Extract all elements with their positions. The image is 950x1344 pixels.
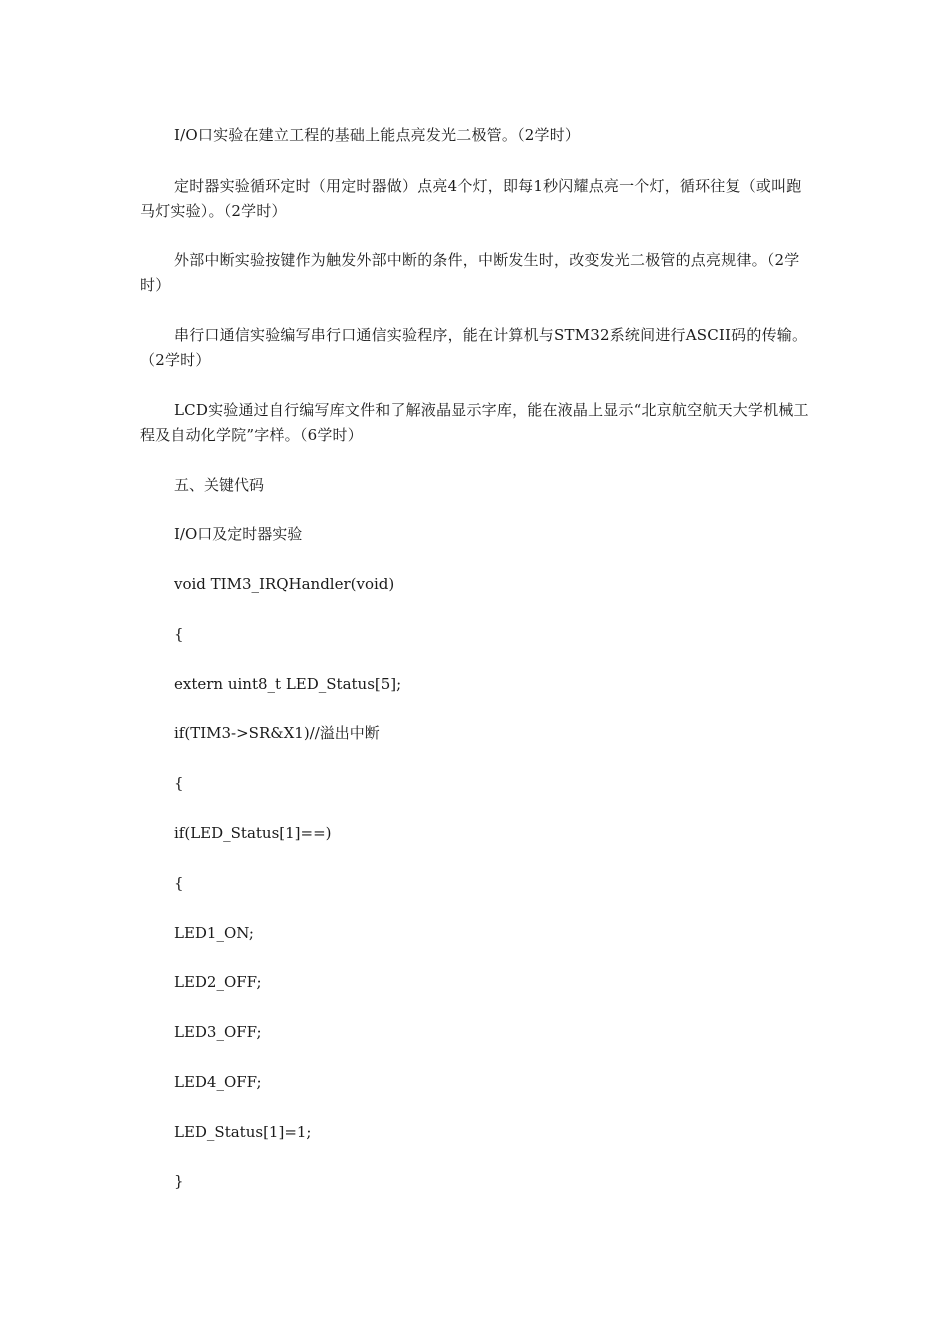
paragraph-interrupt-experiment: 外部中断实验按键作为触发外部中断的条件，中断发生时，改变发光二极管的点亮规律。（2学时） <box>140 251 800 294</box>
code-line: { <box>174 774 184 792</box>
paragraph-lcd-experiment: LCD实验通过自行编写库文件和了解液晶显示字库，能在液晶上显示“北京航空航天大学机械工程及自动化学院”字样。（6学时） <box>140 401 809 444</box>
paragraph-serial-experiment: 串行口通信实验编写串行口通信实验程序，能在计算机与STM32系统间进行ASCII码的传输。（2学时） <box>140 326 808 369</box>
code-line: LED3_OFF; <box>174 1023 262 1041</box>
code-line: extern uint8_t LED_Status[5]; <box>174 675 402 693</box>
code-line: LED4_OFF; <box>174 1073 262 1091</box>
code-line: LED_Status[1]=1; <box>174 1123 312 1141</box>
paragraph-io-experiment: I/O口实验在建立工程的基础上能点亮发光二极管。（2学时） <box>174 126 581 144</box>
code-line: { <box>174 625 184 643</box>
code-line: } <box>174 1172 184 1190</box>
code-line: LED1_ON; <box>174 924 254 942</box>
code-line: { <box>174 874 184 892</box>
code-line: if(LED_Status[1]==) <box>174 824 332 842</box>
subsection-heading: I/O口及定时器实验 <box>174 525 303 543</box>
paragraph-timer-experiment: 定时器实验循环定时（用定时器做）点亮4个灯，即每1秒闪耀点亮一个灯，循环往复（或叫跑马灯实验）。（2学时） <box>140 177 802 220</box>
section-heading: 五、关键代码 <box>174 476 265 494</box>
code-line: LED2_OFF; <box>174 973 262 991</box>
code-line: if(TIM3->SR&X1)//溢出中断 <box>174 724 380 742</box>
code-line: void TIM3_IRQHandler(void) <box>174 575 395 593</box>
